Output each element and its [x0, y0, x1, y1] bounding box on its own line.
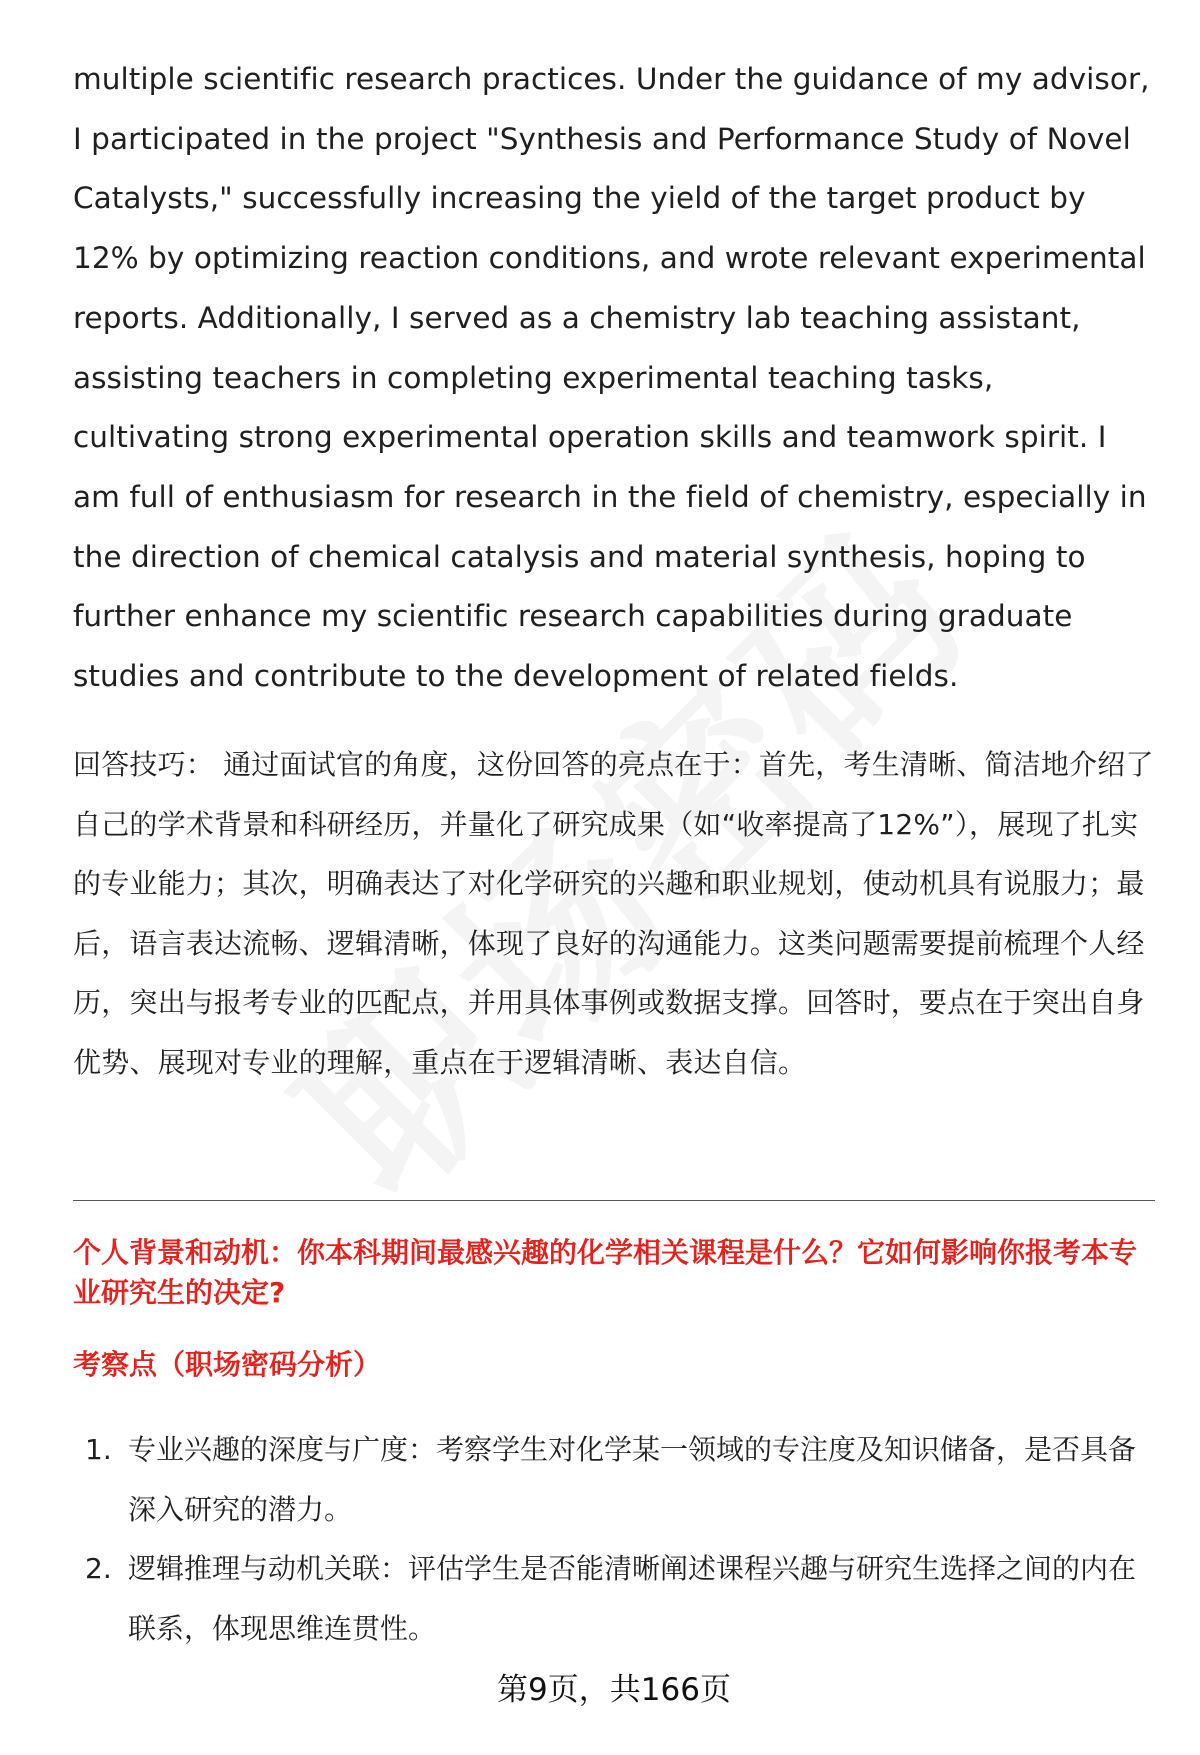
exam-points-heading: 考察点（职场密码分析）: [73, 1348, 382, 1381]
document-page: [73, 0, 1155, 1755]
section-divider: [73, 1200, 1155, 1201]
exam-point-number: 1.: [85, 1433, 112, 1466]
exam-point-text: 逻辑推理与动机关联：评估学生是否能清晰阐述课程兴趣与研究生选择之间的内在联系，体现思维连贯性。: [128, 1552, 1137, 1645]
question-heading: 个人背景和动机：你本科期间最感兴趣的化学相关课程是什么？它如何影响你报考本专业研究生的决定?: [73, 1236, 1138, 1309]
exam-points-list: [73, 1420, 1155, 1658]
answer-tip-paragraph: 回答技巧： 通过面试官的角度，这份回答的亮点在于：首先，考生清晰、简洁地介绍了自己的学术背景和科研经历，并量化了研究成果（如“收率提高了12%”），展现了扎实的专业能力；其次，明确表达了对化学研究的兴趣和职业规划，使动机具有说服力；最后，语言表达流畅、逻辑清晰，体现了良好的沟通能力。这类问题需要提前梳理个人经历，突出与报考专业的匹配点，并用具体事例或数据支撑。回答时，要点在于突出自身优势、展现对专业的理解，重点在于逻辑清晰、表达自信。: [73, 748, 1154, 1079]
exam-point-item: [73, 1539, 1155, 1658]
page-footer: 第9页，共166页: [497, 1672, 731, 1708]
exam-point-item: [73, 1420, 1155, 1539]
exam-point-number: 2.: [85, 1552, 112, 1585]
body-paragraph: multiple scientific research practices. Under the guidance of my advisor, I participated in the project "Synthesis and Performance Study of Novel Catalysts," successfully increasing the yield of the target product by 12% by optimizing reaction conditions, and wrote relevant experimental reports. Additionally, I served as a chemistry lab teaching assistant, assisting teachers in completing experimental teaching tasks, cultivating strong experimental operation skills and teamwork spirit. I am full of enthusiasm for research in the field of chemistry, especially in the direction of chemical catalysis and material synthesis, hoping to further enhance my scientific research capabilities during graduate studies and contribute to the development of related fields.: [73, 62, 1150, 694]
exam-point-text: 专业兴趣的深度与广度：考察学生对化学某一领域的专注度及知识储备，是否具备深入研究的潜力。: [128, 1433, 1137, 1526]
